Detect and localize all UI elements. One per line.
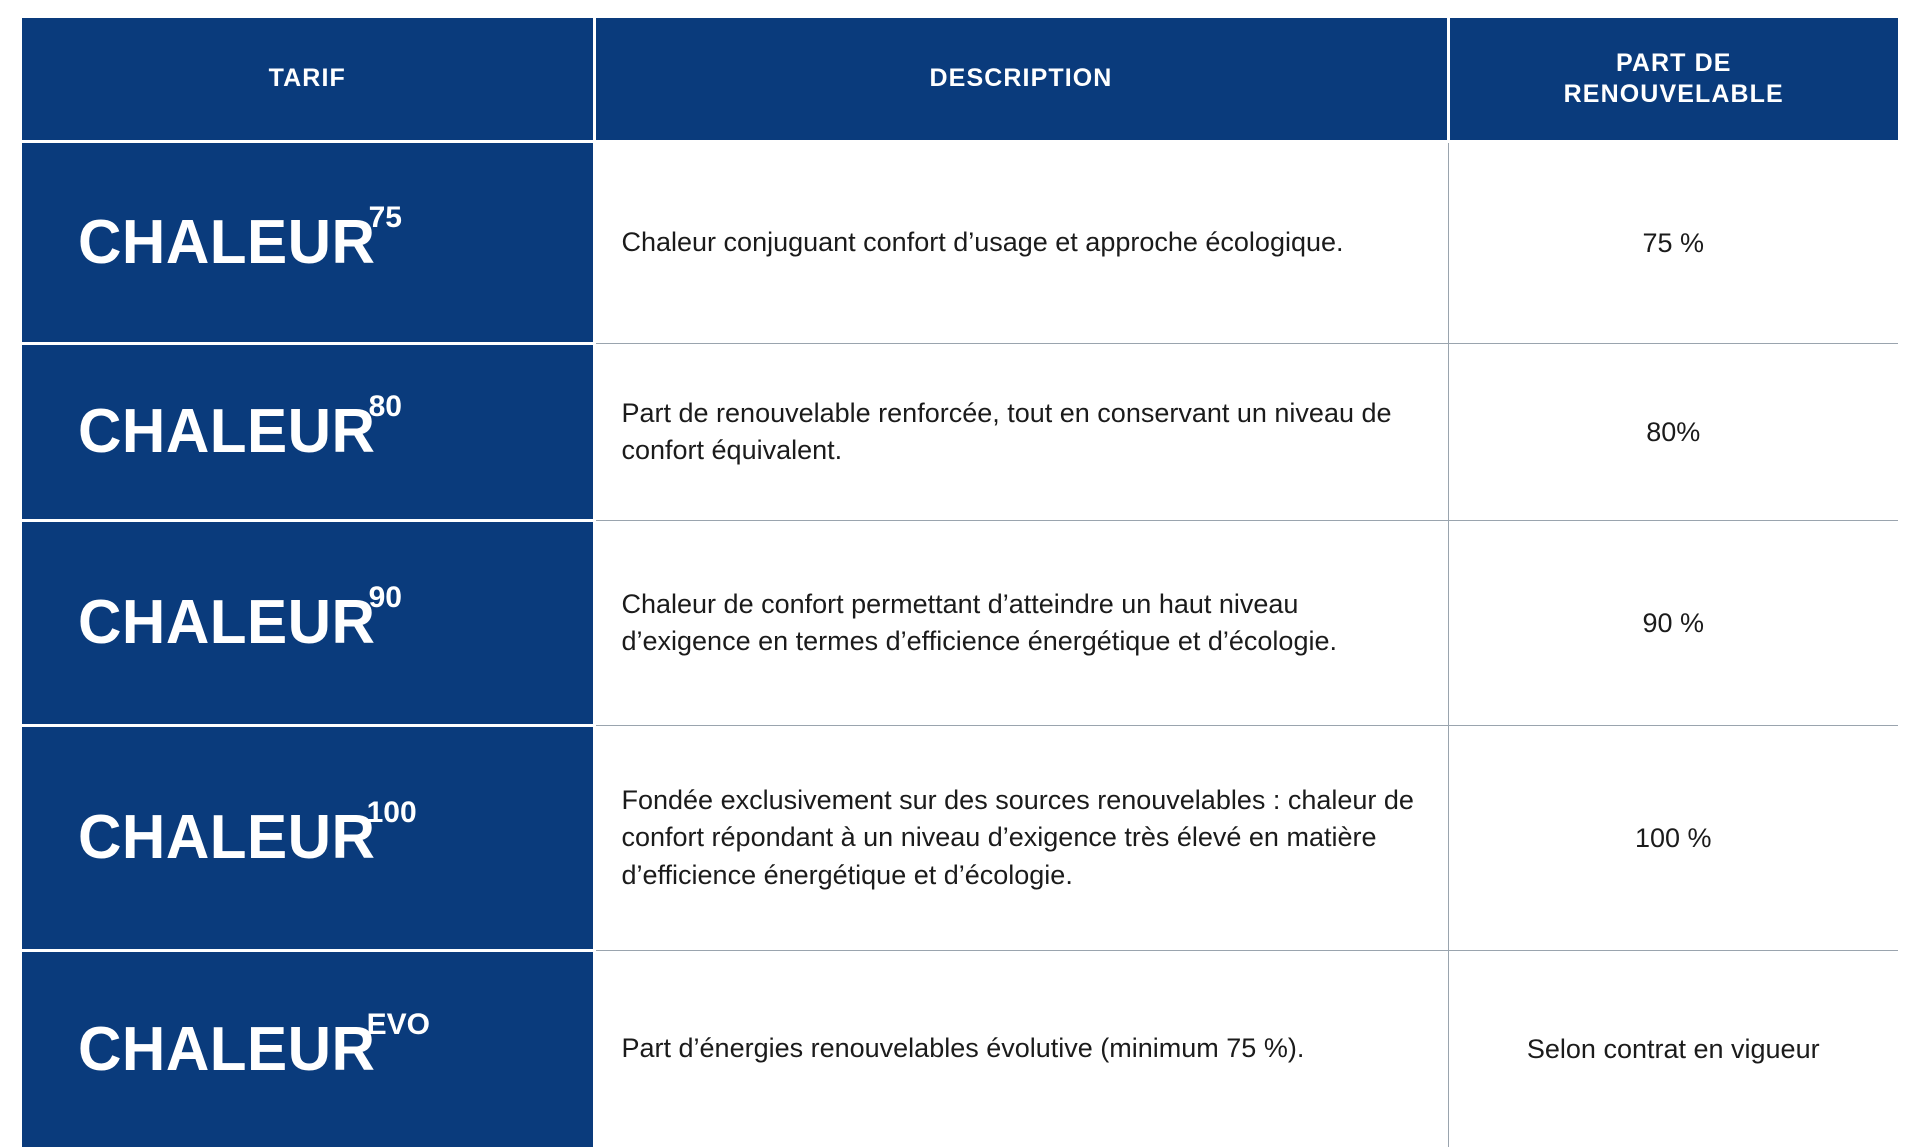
description-cell: Part d’énergies renouvelables évolutive (minimum 75 %). xyxy=(594,951,1448,1147)
brand-name: CHALEUR xyxy=(78,807,375,869)
part-renouvelable-cell: Selon contrat en vigueur xyxy=(1448,951,1898,1147)
column-header-description: DESCRIPTION xyxy=(594,18,1448,142)
brand-superscript: 80 xyxy=(369,390,402,423)
part-renouvelable-cell: 80% xyxy=(1448,344,1898,521)
table-row xyxy=(22,521,1898,726)
table-header xyxy=(22,18,1898,142)
description-cell: Part de renouvelable renforcée, tout en conservant un niveau de confort équivalent. xyxy=(594,344,1448,521)
brand-name: CHALEUR xyxy=(78,592,375,654)
description-cell: Chaleur conjuguant confort d’usage et approche écologique. xyxy=(594,142,1448,344)
brand-superscript: 75 xyxy=(369,201,402,234)
brand-chaleur-75 xyxy=(78,212,418,274)
tarif-cell xyxy=(22,521,594,726)
table-row xyxy=(22,951,1898,1147)
tariff-table xyxy=(22,18,1898,1147)
brand-superscript: 90 xyxy=(369,581,402,614)
brand-chaleur-evo xyxy=(78,1019,448,1081)
part-renouvelable-cell: 75 % xyxy=(1448,142,1898,344)
table-row xyxy=(22,726,1898,951)
brand-chaleur-100 xyxy=(78,807,435,869)
tarif-cell xyxy=(22,344,594,521)
table-body xyxy=(22,142,1898,1147)
tarif-cell xyxy=(22,951,594,1147)
column-header-part-renouvelable xyxy=(1448,18,1898,142)
brand-superscript: 100 xyxy=(367,796,417,829)
brand-name: CHALEUR xyxy=(78,212,375,274)
tarif-cell xyxy=(22,142,594,344)
table-row xyxy=(22,344,1898,521)
table-row xyxy=(22,142,1898,344)
brand-name: CHALEUR xyxy=(78,401,375,463)
column-header-part-line2: RENOUVELABLE xyxy=(1460,79,1889,110)
brand-chaleur-90 xyxy=(78,592,418,654)
description-cell: Chaleur de confort permettant d’atteindre un haut niveau d’exigence en termes d’efficience énergétique et d’écologie. xyxy=(594,521,1448,726)
header-row xyxy=(22,18,1898,142)
brand-name: CHALEUR xyxy=(78,1019,375,1081)
brand-chaleur-80 xyxy=(78,401,418,463)
description-cell: Fondée exclusivement sur des sources renouvelables : chaleur de confort répondant à un niveau d’exigence très élevé en matière d’efficience énergétique et d’écologie. xyxy=(594,726,1448,951)
tarif-cell xyxy=(22,726,594,951)
brand-superscript: EVO xyxy=(367,1008,430,1041)
column-header-part-line1: PART DE xyxy=(1460,48,1889,79)
part-renouvelable-cell: 100 % xyxy=(1448,726,1898,951)
part-renouvelable-cell: 90 % xyxy=(1448,521,1898,726)
column-header-tarif: TARIF xyxy=(22,18,594,142)
